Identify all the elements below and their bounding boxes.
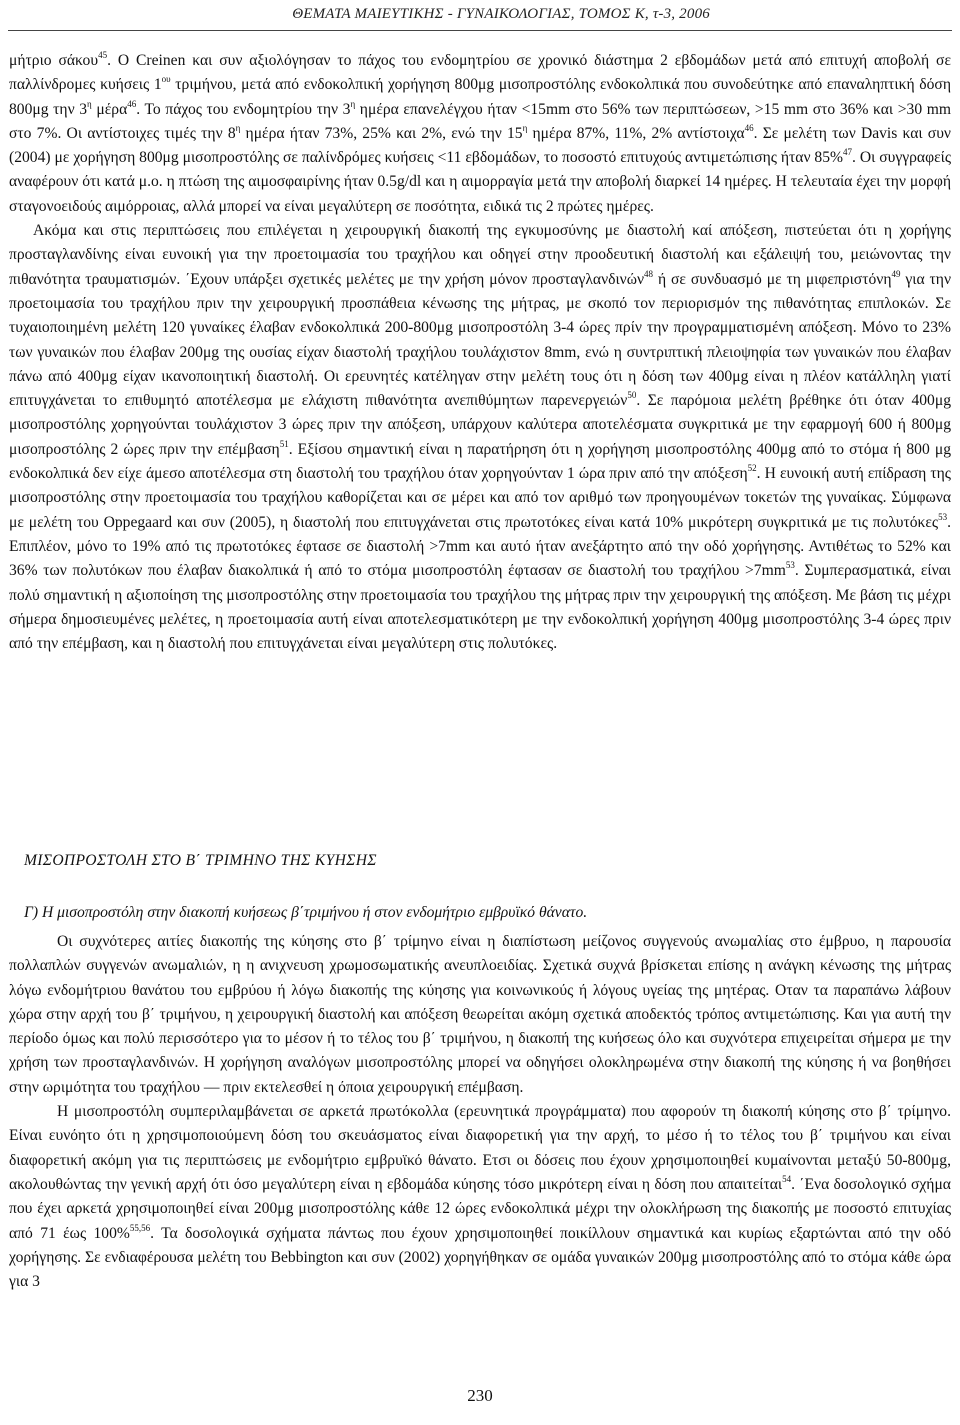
running-header: ΘΕΜΑΤΑ ΜΑΙΕΥΤΙΚΗΣ - ΓΥΝΑΙΚΟΛΟΓΙΑΣ, ΤΟΜΟΣ Κ, τ-3, 2006 [292, 6, 710, 22]
ordinal-suffix: η [350, 98, 356, 109]
header-divider [8, 30, 952, 31]
citation: 55,56 [129, 1222, 151, 1233]
ordinal-suffix: η [522, 122, 528, 133]
citation: 46 [744, 122, 754, 133]
main-text-block [9, 49, 951, 656]
citation: 53 [938, 511, 948, 522]
ordinal-suffix: η [235, 122, 241, 133]
citation: 54 [782, 1173, 792, 1184]
paragraph-1: μήτριο σάκου$^{45}$. Ο Creinen και συν αξιολόγησαν το πάχος του ενδομητρίου σε χρονικό διάστημα 2 εβδομάδων μετά από επιτυχή αποβολή σε παλλίνδρομες κυήσεις $1^{o\upsilon}$ τριμήνου, μετά από ενδοκολπική χορήγηση 800μg μισοπροστόλης ενδοκολπικά που συνοδεύτηκε από επαναληπτική δόση 800μg την $3^\eta$ μέρα$^{46}$. Το πάχος του ενδομητρίου την $3^\eta$ ημέρα επανελέγχου ήταν <15mm στο 56% των περιπτώσεων, >15 mm στο 36% και >30 mm στο 7%. Οι αντίστοιχες τιμές την $8^\eta$ ημέρα ήταν 73%, 25% και 2%, ενώ την $15^\eta$ ημέρα 87%, 11%, 2% αντίστοιχα$^{46}$. Σε μελέτη των Davis και συν (2004) με χορήγηση 800μg μισοπροστόλης σε παλίνδρόμες κυήσεις <11 εβδομάδων, το ποσοστό επιτυχούς αντιμετώπισης ήταν 85%$^{47}$. Οι συγγραφείς αναφέρουν ότι κατά μ.ο. η πτώση της αιμοσφαιρίνης ήταν 0.5g/dl και η αιμορραγία μετά την αποβολή διαρκεί 14 ημέρες. Η τελευταία έχει την μορφή σταγονοειδούς αιμόρροιας, αλλά μπορεί να είναι μεγαλύτερη σε ποσότητα, ειδικά τις 2 πρώτες ημέρες. [9, 50, 952, 215]
citation: 47 [843, 147, 853, 158]
citation: 49 [891, 268, 901, 279]
paragraph-4: Η μισοπροστόλη συμπεριλαμβάνεται σε αρκετά πρωτόκολλα (ερευνητικά προγράμματα) που αφορούν τη διακοπή κύησης στο β΄ τρίμηνο. Είναι ευνόητο ότι η χρησιμοποιούμενη δόση του σκευάσματος είναι διαφορετική για την αρχή, το μέσο ή το τέλος του β΄ τριμήνου και είναι διαφορετική ακόμη για τις περιπτώσεις με ενδομήτριο εμβρυϊκό θάνατο. Ετσι οι δόσεις που έχουν χρησιμοποιηθεί κυμαίνονται μεταξύ 50-800μg, ακολουθώντας την γενική αρχή ότι όσο μεγαλύτερη είναι η εβδομάδα κύησης τόσο μικρότερη είναι η δόση που απαιτείται$^{54}$. ΄Ενα δοσολογικό σχήμα που έχει αρκετά χρησιμοποιηθεί είναι 200μg μισοπροστόλης κάθε 12 ώρες ενδοκολπικά μέχρι την ολοκλήρωση της διακοπής με ποσοστό επιτυχίας από 71 έως 100%$^{55,56}$. Τα δοσολογικά σχήματα πάντως που έχουν χρησιμοποιηθεί ποικίλλουν σημαντικά και κυρίως εξαρτώνται από την οδό χορήγησης. Σε ενδιαφέρουσα μελέτη του Bebbington και συν (2002) χορηγήθηκαν σε ομάδα γυναικών 200μg μισοπροστόλης από το στόμα κάθε ώρα για 3 [9, 1103, 951, 1291]
citation: 52 [747, 463, 757, 474]
page-number: 230 [467, 1386, 493, 1405]
section-heading: ΜΙΣΟΠΡΟΣΤΟΛΗ ΣΤΟ Β΄ ΤΡΙΜΗΝΟ ΤΗΣ ΚΥΗΣΗΣ [24, 852, 377, 869]
citation: 45 [98, 50, 108, 60]
citation: 48 [644, 268, 654, 279]
subsection-heading: Γ) Η μισοπροστόλη στην διακοπή κυήσεως β΄τριμήνου ή στον ενδομήτριο εμβρυϊκό θάνατο. [24, 904, 588, 921]
paragraph-3: Οι συχνότερες αιτίες διακοπής της κύησης στο β΄ τρίμηνο είναι η διαπίστωση μείζονος συγγενούς ανωμαλίας στο έμβρυο, η παρουσία πολλαπλών συγγενών ανωμαλιών, η η ανιχνευση χρωμοσωματικής ανευπλοειδίας. Σχετικά συχνά βρίσκεται επίσης η ανάγκη κένωσης της μήτρας λόγω ενδομήτριου θανάτου του εμβρύου ή λόγω διακοπής της κύησης για κοινωνικούς ή λόγους υγείας της μητέρας. Οταν τα παραπάνω λάβουν χώρα στην αρχή του β΄ τριμήνου, η χειρουργική διαστολή και απόξεση θεωρείται ακόμη σχετικά αποδεκτός τρόπος αντιμετώπισης. Και για αυτή την περίοδο όμως και πολύ περισσότερο για το μέσον ή το τέλος του β΄ τριμήνου, η διακοπή της κυήσεως όλο και συχνότερα επιχειρείται σήμερα με την χρήση των προσταγλανδινών. Η χορήγηση αναλόγων μισοπροστόλης μπορεί να οδηγήσει ολοκληρωμένα στην διακοπή της κύησης ή να βοηθήσει στην ωριμότητα του τραχήλου — πριν εκτελεσθεί η όποια χειρουργική επέμβαση. [9, 933, 951, 1096]
ordinal-suffix: ου [161, 74, 171, 85]
ordinal-suffix: η [87, 98, 92, 109]
section-text-block [9, 930, 951, 1294]
paragraph-2: Ακόμα και στις περιπτώσεις που επιλέγεται η χειρουργική διακοπή της εγκυμοσύνης με διαστολή καί απόξεση, πιστεύεται ότι η χορήγης προσταγλανδίνης είναι ευνοική για την προετοιμασία του τραχήλου και οδηγεί στην προοδευτική διαστολή και εξάλειψή του, μειώνοντας την πιθανότητα τραυματισμών. ΄Εχουν υπάρξει σχετικές μελέτες με την χρήση μόνον προσταγλανδινών$^{48}$ ή σε συνδυασμό με τη μιφεπριστόνη$^{49}$ για την προετοιμασία του τραχήλου πριν την χειρουργική προσπάθεια κένωσης της μήτρας, με σκοπό τον περιορισμόν της πιθανότητας επιπλοκών. Σε τυχαιοποιημένη μελέτη 120 γυναίκες έλαβαν ενδοκολπικά 200-800μg μισοπροστόλη 3-4 ώρες πρίν την προγραμματισμένη απόξεση. Μόνο το 23% των γυναικών που έλαβαν 200μg της ουσίας είχαν διαστολή τραχήλου τουλάχιστον 8mm, ενώ η συντριπτική πλειοψηφία των γυναικών που έλαβαν πάνω από 400μg είχαν ικανοποιητική διαστολή. Οι ερευνητές κατέληγαν στην μελέτη τους ότι η δόση των 400μg είναι η πλέον κατάλληλη γιατί επιτυγχάνεται το επιθυμητό αποτέλεσμα με ελάχιστη πιθανότητα ανεπιθύμητων παρενεργειών$^{50}$. Σε παρόμοια μελέτη βρέθηκε ότι όταν 400μg μισοπροστόλης χορηγούνται τουλάχιστον 3 ώρες πριν την απόξεση, υπάρχουν καλύτερα αποτελέσματα συγκριτικά με την εφαρμογή 600 ή 800μg μισοπροστόλης 2 ώρες πριν την επέμβαση$^{51}$. Εξίσου σημαντική είναι η παρατήρηση ότι η χορήγηση μισοπροστόλης 400μg από το στόμα ή 800 μg ενδοκολπικά δεν είχε άμεσο αποτέλεσμα στη διαστολή του τραχήλου όταν χορηγούνταν 1 ώρα πριν από την απόξεση$^{52}$. Η ευνοική αυτή επίδραση της μισοπροστόλης στην προετοιμασία του τραχήλου καθορίζεται και σε μέρει και από τον αριθμό των προηγουμένων τοκετών της γυναίκας. Σύμφωνα με μελέτη του Oppegaard και συν (2005), η διαστολή που επιτυγχάνεται στις πρωτοτόκες είναι κατά 10% μικρότερη συγκριτικά με τις πολυτόκες$^{53}$. Επιπλέον, μόνο το 19% από τις πρωτοτόκες έφτασε σε διαστολή >7mm και αυτό ήταν ανεξάρτητο από την οδό χορήγησης. Αντιθέτως το 52% και 36% των πολυτόκων που έλαβαν διακολπικά ή από το στόμα μισοπροστόλη έφτασαν σε διαστολή του $\tau\rho\alpha\chi ή\lambda o\upsilon >7mm^{53}$. Συμπερασματικά, είναι πολύ σημαντική η αξιοποίηση της μισοπροστόλης στην προετοιμασία του τραχήλου της μήτρας πριν την χειρουργική της απόξεση. Με βάση τις μέχρι σήμερα δημοσιευμένες μελέτες, η προετοιμασία αυτή είναι αποτελεσματικότερη με την ενδοκολπική χορήγηση 400μg μισοπροστόλης 3-4 ώρες πριν από την επέμβαση, και η διαστολή που επιτυγχάνεται είναι μεγαλύτερη στις πολυτόκες. [9, 222, 952, 653]
citation: 46 [127, 98, 137, 109]
citation: 51 [279, 438, 289, 449]
citation: 50 [627, 390, 637, 401]
citation: 53 [785, 560, 795, 571]
